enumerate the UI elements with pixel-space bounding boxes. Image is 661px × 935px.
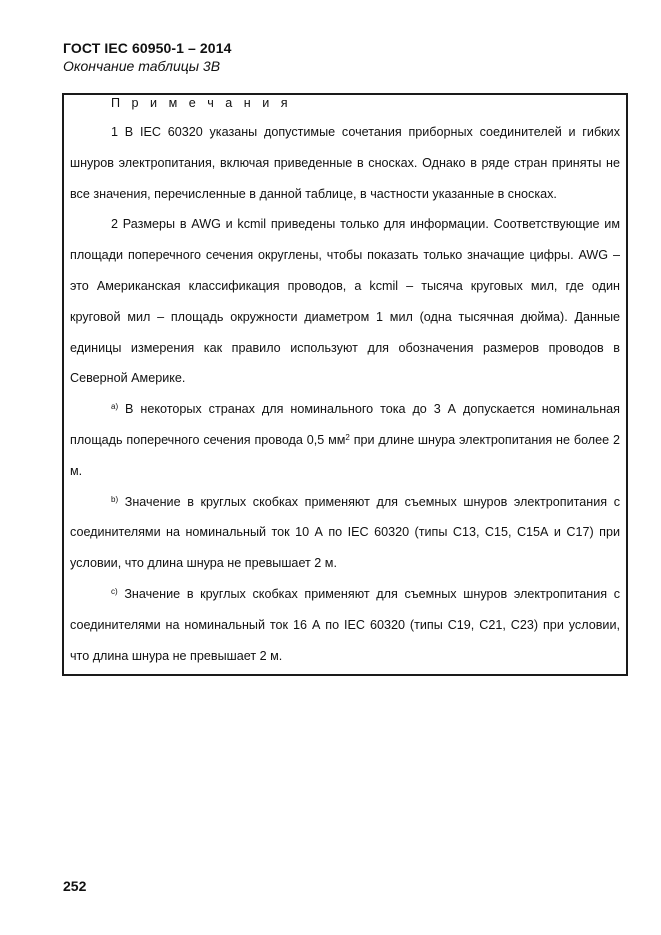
footnote-b	[70, 487, 620, 579]
footnote-c-text: Значение в круглых скобках применяют для съемных шнуров электропитания с соединителями на номинальный ток 16 А по IEC 60320 (типы С19, С21, С23) при условии, что длина шнура не превышает 2 м.	[70, 586, 620, 663]
footnote-c	[70, 579, 620, 671]
footnote-a-superscript: 2	[345, 432, 350, 442]
page-number: 252	[63, 878, 87, 894]
notes-box	[62, 93, 628, 676]
document-id: ГОСТ IEC 60950-1 – 2014	[63, 40, 232, 56]
notes-content	[70, 95, 620, 671]
footnote-c-mark: c)	[111, 586, 118, 596]
note-2: 2 Размеры в AWG и kcmil приведены только для информации. Соответствующие им площади поперечного сечения округлены, чтобы показать только значащие цифры. AWG – это Американская классификация проводов, а kcmil – тысяча круговых мил, где один круговой мил – площадь окружности диаметром 1 мил (одна тысячная дюйма). Данные единицы измерения как правило используют для обозначения размеров проводов в Северной Америке.	[70, 217, 620, 386]
table-caption: Окончание таблицы 3В	[63, 58, 221, 74]
footnote-b-text: Значение в круглых скобках применяют для съемных шнуров электропитания с соединителями на номинальный ток 10 А по IEC 60320 (типы С13, С15, С15А и С17) при условии, что длина шнура не превышает 2 м.	[70, 494, 620, 571]
footnote-a-text-before: В некоторых странах для номинального тока до 3 А допускается номинальная площадь поперечного сечения провода 0,5 мм	[70, 402, 620, 447]
footnote-a	[70, 394, 620, 486]
footnote-b-mark: b)	[111, 494, 119, 504]
footnote-a-mark: a)	[111, 402, 119, 412]
footnote-a-text-after: при длине шнура электропитания не более 2 м.	[70, 432, 620, 478]
note-1: 1 В IEC 60320 указаны допустимые сочетания приборных соединителей и гибких шнуров электропитания, включая приведенные в сносках. Однако в ряде стран приняты не все значения, перечисленные в данной таблице, в частности указанные в сносках.	[70, 125, 620, 201]
notes-title: П р и м е ч а н и я	[111, 96, 292, 110]
